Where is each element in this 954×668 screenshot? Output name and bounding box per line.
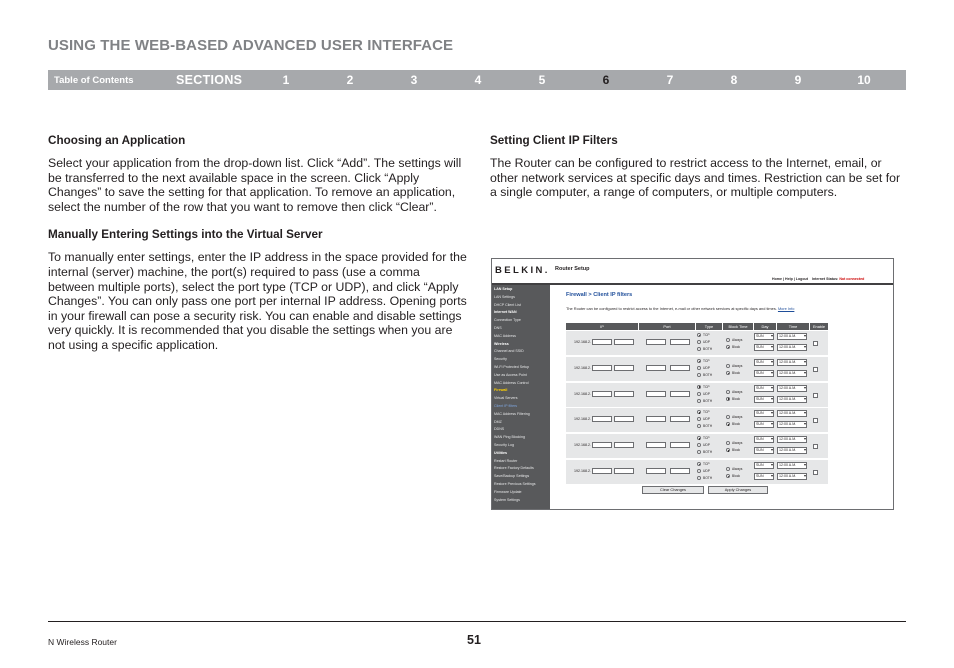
ip-start-field[interactable]	[592, 339, 612, 345]
time-end-select[interactable]: 12:00 A.M. ▾	[777, 447, 807, 454]
apply-changes-button[interactable]: Apply Changes	[708, 486, 768, 494]
type-radio-both[interactable]	[697, 450, 701, 454]
router-top-links	[772, 277, 864, 281]
type-label-udp: UDP	[703, 443, 710, 448]
col-header-block-time: Block Time	[723, 323, 753, 330]
ip-prefix-label: 192.168.2.	[574, 340, 591, 344]
table-row	[566, 357, 828, 381]
ip-prefix-label: 192.168.2.	[574, 443, 591, 448]
type-radio-udp[interactable]	[697, 340, 701, 344]
ip-end-field[interactable]	[614, 365, 634, 371]
block-radio-always[interactable]	[726, 415, 730, 419]
block-radio-block[interactable]	[726, 397, 730, 401]
time-start-select[interactable]: 12:00 A.M. ▾	[777, 410, 807, 417]
port-end-field[interactable]	[670, 468, 690, 474]
block-radio-block[interactable]	[726, 448, 730, 452]
ip-prefix-label: 192.168.2.	[574, 365, 591, 370]
type-radio-both[interactable]	[697, 373, 701, 377]
type-label-both: BOTH	[703, 372, 713, 377]
port-start-field[interactable]	[646, 339, 666, 345]
type-radio-tcp[interactable]	[697, 436, 701, 440]
type-radio-both[interactable]	[697, 476, 701, 480]
router-sidebar-item: Wireless	[494, 341, 509, 346]
router-client-ip-filters-screenshot	[491, 258, 894, 510]
col-header-port: Port	[639, 323, 695, 330]
type-label-udp: UDP	[703, 365, 710, 370]
section-link-6-active[interactable]: 6	[602, 73, 610, 87]
ip-start-field[interactable]	[592, 391, 612, 397]
ip-prefix-label: 192.168.2.	[574, 417, 591, 422]
home-help-logout-links[interactable]: Home | Help | Logout	[772, 277, 808, 281]
type-label-tcp: TCP	[703, 333, 710, 337]
section-link-2[interactable]: 2	[346, 73, 354, 87]
footer-rule	[48, 621, 906, 622]
router-sidebar-item[interactable]: System Settings	[494, 497, 520, 502]
type-radio-tcp[interactable]	[697, 462, 701, 466]
router-sidebar-item[interactable]: Channel and SSID	[494, 349, 524, 354]
table-row	[566, 460, 828, 484]
virtual-server-heading: Manually Entering Settings into the Virtual Server	[48, 228, 323, 242]
router-sidebar-item[interactable]: DDNS	[494, 427, 505, 432]
router-sidebar-item[interactable]: WAN Ping Blocking	[494, 435, 526, 440]
day-end-select[interactable]: SUN ▾	[754, 344, 774, 351]
client-ip-filters-heading: Setting Client IP Filters	[490, 134, 618, 147]
page-title: USING THE WEB-BASED ADVANCED USER INTERFACE	[48, 37, 454, 54]
day-start-select[interactable]: SUN ▾	[754, 410, 774, 417]
router-sidebar-item[interactable]: DNS	[494, 326, 502, 330]
block-radio-always[interactable]	[726, 338, 730, 342]
type-radio-tcp[interactable]	[697, 410, 701, 414]
section-link-9[interactable]: 9	[794, 73, 802, 87]
type-label-both: BOTH	[703, 424, 713, 429]
router-description-text: The Router can be configured to restrict access to the Internet, e-mail or other network services at specific days and times.	[566, 306, 777, 311]
port-start-field[interactable]	[646, 442, 666, 448]
block-label-always: Always	[732, 415, 743, 420]
ip-prefix-label: 192.168.2.	[574, 391, 591, 396]
table-row	[566, 331, 828, 355]
router-sidebar-item[interactable]: Restart Router	[494, 458, 518, 463]
router-sidebar-item[interactable]: Restore Previous Settings	[494, 482, 536, 486]
table-of-contents-link[interactable]: Table of Contents	[54, 75, 134, 86]
virtual-server-text: To manually enter settings, enter the IP address in the space provided for the internal (server) machine, the port(s) required to pass (use a comma between multiple ports), select the port type (TCP or UDP), and click “Apply Changes”. You can only pass one port per internal IP address. Opening ports in your firewall can pose a security risk. You can enable and disable settings very quickly. It is recommended that you disable the settings when you are not using a specific application.	[48, 250, 467, 352]
col-header-enable: Enable	[810, 323, 828, 330]
col-header-type: Type	[696, 323, 722, 330]
router-sidebar-item[interactable]: Client IP filters	[494, 404, 518, 408]
router-sidebar-item[interactable]: Security Log	[494, 443, 514, 447]
ip-start-field[interactable]	[592, 416, 612, 422]
day-start-select[interactable]: SUN ▾	[754, 462, 774, 469]
type-radio-udp[interactable]	[697, 443, 701, 447]
router-sidebar-item[interactable]: DHCP Client List	[494, 302, 521, 307]
day-end-select[interactable]: SUN ▾	[754, 396, 774, 403]
block-radio-block[interactable]	[726, 474, 730, 478]
router-sidebar-item[interactable]: Firmware Update	[494, 489, 522, 494]
router-sidebar-item[interactable]: MAC Address Control	[494, 380, 529, 385]
time-end-select[interactable]: 12:00 A.M. ▾	[777, 396, 807, 403]
router-header-rule	[492, 283, 894, 285]
router-sidebar-item: Utilities	[494, 450, 507, 455]
router-sidebar-item: LAN Setup	[494, 287, 513, 291]
port-start-field[interactable]	[646, 416, 666, 422]
router-sidebar-item[interactable]: Save/Backup Settings	[494, 474, 530, 479]
choosing-application-text: Select your application from the drop-down list. Click “Add”. The settings will be transferred to the next available space in the screen. Click “Apply Changes” to save the setting for that application. To remove an application, select the number of the row that you want to remove then click “Clear”.	[48, 156, 462, 214]
table-row	[566, 434, 828, 458]
type-label-both: BOTH	[703, 398, 713, 403]
port-end-field[interactable]	[670, 365, 690, 371]
block-label-always: Always	[732, 467, 743, 471]
type-radio-udp[interactable]	[697, 417, 701, 421]
type-label-udp: UDP	[703, 417, 710, 422]
type-radio-tcp[interactable]	[697, 359, 701, 363]
router-header	[492, 259, 894, 285]
ip-start-field[interactable]	[592, 442, 612, 448]
table-row	[566, 408, 828, 432]
page-number: 51	[467, 633, 481, 647]
block-label-always: Always	[732, 441, 743, 446]
type-radio-udp[interactable]	[697, 392, 701, 396]
clear-changes-button[interactable]: Clear Changes	[642, 486, 704, 494]
router-sidebar-item[interactable]: MAC Address	[494, 333, 516, 338]
block-radio-block[interactable]	[726, 371, 730, 375]
block-radio-always[interactable]	[726, 390, 730, 394]
type-label-tcp: TCP	[703, 462, 710, 466]
block-label-block: Block	[732, 474, 741, 478]
enable-checkbox[interactable]	[813, 444, 818, 449]
router-sidebar	[492, 285, 550, 510]
router-sidebar-item[interactable]: MAC Address Filtering	[494, 411, 530, 416]
port-start-field[interactable]	[646, 391, 666, 397]
day-end-select[interactable]: SUN ▾	[754, 473, 774, 480]
type-label-udp: UDP	[703, 340, 710, 344]
time-start-select[interactable]: 12:00 A.M. ▾	[777, 333, 807, 340]
enable-checkbox[interactable]	[813, 418, 818, 423]
type-radio-tcp[interactable]	[697, 333, 701, 337]
col-header-day: Day	[754, 323, 776, 330]
block-radio-always[interactable]	[726, 441, 730, 445]
more-info-link[interactable]: More Info	[777, 306, 795, 311]
day-start-select[interactable]: SUN ▾	[754, 333, 774, 340]
section-link-1[interactable]: 1	[282, 73, 290, 87]
type-label-tcp: TCP	[703, 384, 710, 389]
block-label-block: Block	[732, 422, 741, 427]
time-start-select[interactable]: 12:00 A.M. ▾	[777, 462, 807, 469]
internet-status-label: Internet Status:	[811, 277, 839, 281]
left-column	[48, 134, 468, 367]
internet-status-value: Not connected	[839, 277, 865, 281]
ip-start-field[interactable]	[592, 468, 612, 474]
choosing-application-heading: Choosing an Application	[48, 134, 186, 147]
type-label-udp: UDP	[703, 391, 710, 396]
enable-checkbox[interactable]	[813, 367, 818, 372]
router-sidebar-item[interactable]: Virtual Servers	[494, 396, 518, 401]
footer-product-name: N Wireless Router	[48, 637, 117, 647]
block-label-block: Block	[732, 396, 741, 401]
sections-label: SECTIONS	[176, 73, 243, 87]
client-ip-filters-text: The Router can be configured to restrict access to the Internet, email, or other network services at specific days and times. Restriction can be set for a single computer, a range of computers, or multiple computers.	[490, 156, 901, 200]
section-link-4[interactable]: 4	[474, 73, 482, 87]
belkin-logo: BELKIN.	[495, 265, 550, 276]
type-radio-both[interactable]	[697, 347, 701, 351]
time-start-select[interactable]: 12:00 A.M. ▾	[777, 385, 807, 392]
router-sidebar-item[interactable]: DMZ	[494, 419, 502, 424]
block-radio-always[interactable]	[726, 467, 730, 471]
time-end-select[interactable]: 12:00 A.M. ▾	[777, 344, 807, 351]
router-sidebar-item[interactable]: Connection Type	[494, 318, 521, 323]
router-page-title: Firewall > Client IP filters	[566, 292, 633, 298]
router-sidebar-item[interactable]: Firewall	[494, 388, 508, 393]
day-start-select[interactable]: SUN ▾	[754, 436, 774, 443]
type-radio-udp[interactable]	[697, 366, 701, 370]
block-label-block: Block	[732, 448, 741, 453]
section-nav-bar	[48, 70, 906, 90]
ip-prefix-label: 192.168.2.	[574, 469, 591, 473]
type-label-tcp: TCP	[703, 436, 710, 441]
block-label-always: Always	[732, 389, 743, 394]
type-label-udp: UDP	[703, 469, 710, 473]
day-end-select[interactable]: SUN ▾	[754, 447, 774, 454]
port-start-field[interactable]	[646, 468, 666, 474]
day-end-select[interactable]: SUN ▾	[754, 421, 774, 428]
section-link-5[interactable]: 5	[538, 73, 546, 87]
type-label-both: BOTH	[703, 476, 713, 480]
router-sidebar-item[interactable]: Restore Factory Defaults	[494, 466, 534, 471]
day-start-select[interactable]: SUN ▾	[754, 359, 774, 366]
port-start-field[interactable]	[646, 365, 666, 371]
enable-checkbox[interactable]	[813, 470, 818, 475]
section-link-8[interactable]: 8	[730, 73, 738, 87]
time-start-select[interactable]: 12:00 A.M. ▾	[777, 436, 807, 443]
block-label-block: Block	[732, 370, 741, 375]
block-label-block: Block	[732, 345, 741, 349]
ip-end-field[interactable]	[614, 391, 634, 397]
type-label-both: BOTH	[703, 450, 713, 455]
table-row	[566, 383, 828, 407]
router-sidebar-item[interactable]: LAN Settings	[494, 294, 515, 299]
enable-checkbox[interactable]	[813, 393, 818, 398]
section-link-3[interactable]: 3	[410, 73, 418, 87]
day-start-select[interactable]: SUN ▾	[754, 385, 774, 392]
ip-end-field[interactable]	[614, 339, 634, 345]
router-sidebar-item[interactable]: Use as Access Point	[494, 372, 527, 377]
ip-start-field[interactable]	[592, 365, 612, 371]
port-end-field[interactable]	[670, 391, 690, 397]
type-label-tcp: TCP	[703, 358, 710, 363]
port-end-field[interactable]	[670, 442, 690, 448]
type-radio-tcp[interactable]	[697, 385, 701, 389]
section-link-10[interactable]: 10	[857, 73, 871, 87]
block-label-always: Always	[732, 338, 743, 342]
block-radio-block[interactable]	[726, 422, 730, 426]
router-sidebar-item[interactable]: Wi-Fi Protected Setup	[494, 365, 530, 369]
type-radio-both[interactable]	[697, 399, 701, 403]
ip-end-field[interactable]	[614, 416, 634, 422]
section-link-7[interactable]: 7	[666, 73, 674, 87]
block-radio-block[interactable]	[726, 345, 730, 349]
type-label-both: BOTH	[703, 347, 713, 351]
col-header-ip: IP	[566, 323, 638, 330]
router-sidebar-item[interactable]: Security	[494, 357, 507, 362]
ip-end-field[interactable]	[614, 442, 634, 448]
router-sidebar-item: Internet WAN	[494, 310, 517, 315]
port-end-field[interactable]	[670, 339, 690, 345]
time-start-select[interactable]: 12:00 A.M. ▾	[777, 359, 807, 366]
day-end-select[interactable]: SUN ▾	[754, 370, 774, 377]
block-radio-always[interactable]	[726, 364, 730, 368]
port-end-field[interactable]	[670, 416, 690, 422]
router-page-description	[566, 306, 828, 312]
type-radio-udp[interactable]	[697, 469, 701, 473]
col-header-time: Time	[777, 323, 809, 330]
type-label-tcp: TCP	[703, 410, 710, 415]
ip-end-field[interactable]	[614, 468, 634, 474]
router-setup-title: Router Setup	[555, 266, 590, 272]
type-radio-both[interactable]	[697, 424, 701, 428]
time-end-select[interactable]: 12:00 A.M. ▾	[777, 421, 807, 428]
time-end-select[interactable]: 12:00 A.M. ▾	[777, 370, 807, 377]
enable-checkbox[interactable]	[813, 341, 818, 346]
time-end-select[interactable]: 12:00 A.M. ▾	[777, 473, 807, 480]
block-label-always: Always	[732, 363, 743, 368]
right-column	[490, 134, 910, 214]
